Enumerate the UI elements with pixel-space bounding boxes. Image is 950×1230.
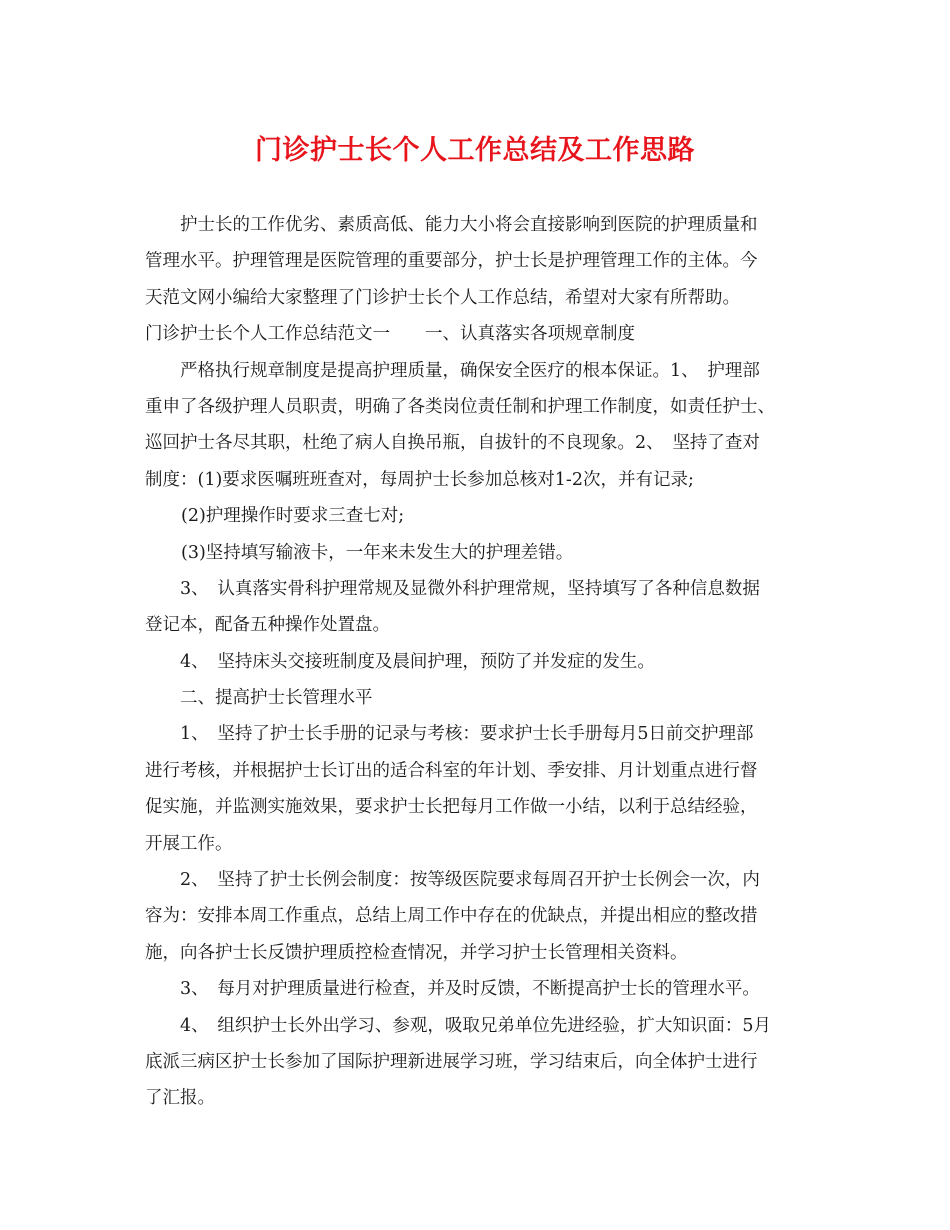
paragraph-line: 护士长的工作优劣、素质高低、能力大小将会直接影响到医院的护理质量和 bbox=[180, 215, 758, 235]
paragraph-line: 施，向各护士长反馈护理质控检查情况，并学习护士长管理相关资料。 bbox=[145, 942, 688, 963]
section-heading-line: 门诊护士长个人工作总结范文一 一、认真落实各项规章制度 bbox=[145, 324, 635, 345]
paragraph-line: 底派三病区护士长参加了国际护理新进展学习班，学习结束后，向全体护士进行 bbox=[145, 1051, 758, 1072]
section-heading-line: 二、提高护士长管理水平 bbox=[180, 688, 373, 709]
paragraph-line: (3)坚持填写输液卡，一年来未发生大的护理差错。 bbox=[181, 542, 574, 563]
paragraph-line: 了汇报。 bbox=[145, 1088, 215, 1109]
paragraph-line: 重申了各级护理人员职责，明确了各类岗位责任制和护理工作制度，如责任护士、 bbox=[145, 396, 775, 417]
document-body bbox=[145, 207, 815, 1117]
paragraph-line: 2、 坚持了护士长例会制度：按等级医院要求每周召开护士长例会一次，内 bbox=[180, 870, 760, 891]
document-title: 门诊护士长个人工作总结及工作思路 bbox=[255, 135, 695, 166]
paragraph-line: 4、 组织护士长外出学习、参观，吸取兄弟单位先进经验，扩大知识面：5月 bbox=[180, 1015, 772, 1036]
paragraph-line: 天范文网小编给大家整理了门诊护士长个人工作总结，希望对大家有所帮助。 bbox=[145, 287, 740, 308]
paragraph-line: 进行考核，并根据护士长订出的适合科室的年计划、季安排、月计划重点进行督 bbox=[145, 760, 758, 781]
paragraph-line: 1、 坚持了护士长手册的记录与考核：要求护士长手册每月5日前交护理部 bbox=[180, 724, 754, 745]
paragraph-line: 制度：(1)要求医嘱班班查对，每周护士长参加总核对1-2次，并有记录; bbox=[145, 469, 694, 490]
paragraph-line: 巡回护士各尽其职，杜绝了病人自换吊瓶，自拔针的不良现象。2、 坚持了查对 bbox=[145, 433, 760, 454]
paragraph-line: 严格执行规章制度是提高护理质量，确保安全医疗的根本保证。1、 护理部 bbox=[180, 360, 760, 381]
paragraph-line: 促实施，并监测实施效果，要求护士长把每月工作做一小结，以利于总结经验， bbox=[145, 797, 758, 818]
paragraph-line: 开展工作。 bbox=[145, 833, 233, 854]
paragraph-line: 3、 认真落实骨科护理常规及显微外科护理常规，坚持填写了各种信息数据 bbox=[180, 578, 760, 599]
paragraph-line: (2)护理操作时要求三查七对; bbox=[181, 506, 405, 527]
paragraph-line: 4、 坚持床头交接班制度及晨间护理，预防了并发症的发生。 bbox=[180, 651, 655, 672]
paragraph-line: 3、 每月对护理质量进行检查，并及时反馈，不断提高护士长的管理水平。 bbox=[180, 979, 760, 1000]
paragraph-line: 管理水平。护理管理是医院管理的重要部分，护士长是护理管理工作的主体。今 bbox=[145, 251, 758, 272]
paragraph-line: 登记本，配备五种操作处置盘。 bbox=[145, 615, 390, 636]
paragraph-line: 容为：安排本周工作重点，总结上周工作中存在的优缺点，并提出相应的整改措 bbox=[145, 906, 758, 927]
